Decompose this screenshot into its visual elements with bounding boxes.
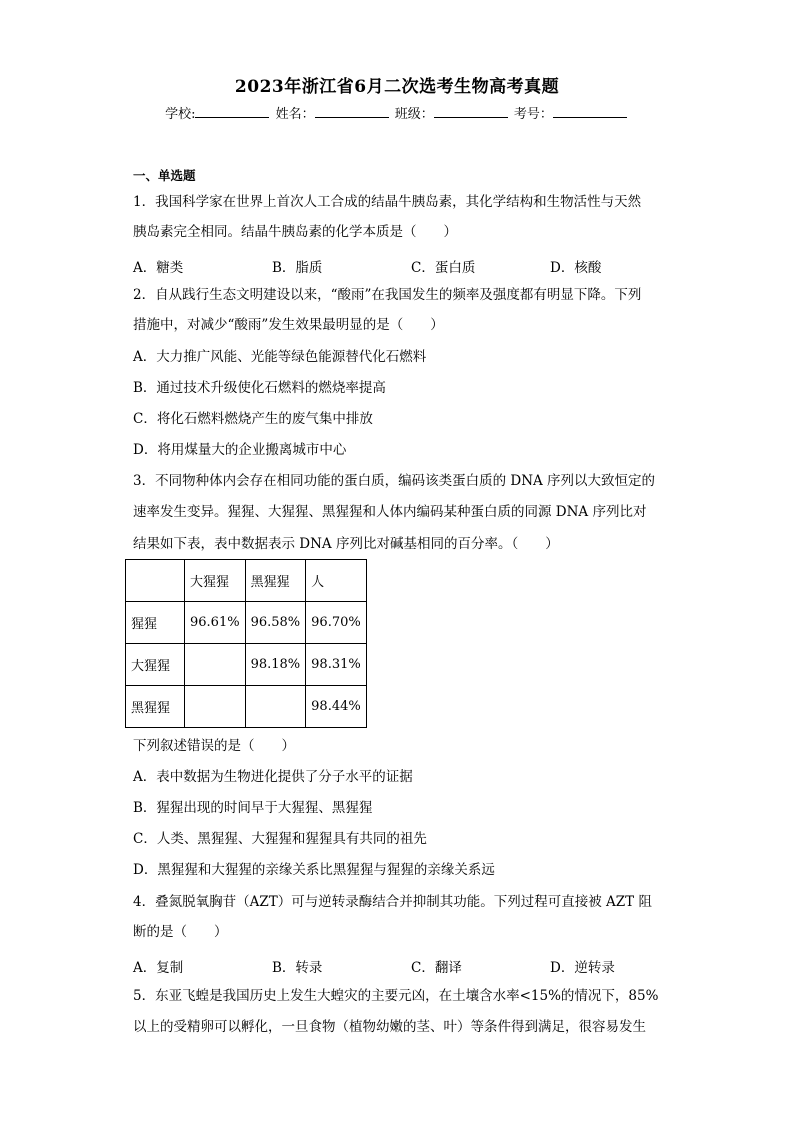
q1-option-c[interactable]: C．蛋白质 — [411, 260, 476, 276]
q3-stem-line-2: 速率发生变异。猩猩、大猩猩、黑猩猩和人体内编码某种蛋白质的同源 DNA 序列比对 — [133, 504, 647, 520]
dna-comparison-table — [125, 559, 367, 728]
class-label: 班级： — [394, 107, 434, 122]
q5-stem-line-2: 以上的受精卵可以孵化，一旦食物（植物幼嫩的茎、叶）等条件得到满足，很容易发生 — [133, 1019, 646, 1035]
q1-option-a[interactable]: A．糖类 — [133, 260, 184, 276]
q1-stem-line-1: 1．我国科学家在世界上首次人工合成的结晶牛胰岛素，其化学结构和生物活性与天然 — [133, 194, 642, 210]
class-blank[interactable] — [434, 105, 508, 118]
q4-option-d[interactable]: D．逆转录 — [550, 960, 615, 976]
q3-option-a[interactable]: A．表中数据为生物进化提供了分子水平的证据 — [133, 769, 413, 785]
table-header-cell: 大猩猩 — [185, 560, 246, 602]
table-cell — [185, 644, 246, 686]
table-row — [126, 686, 367, 728]
name-blank[interactable] — [315, 105, 389, 118]
table-cell: 98.44% — [306, 686, 367, 728]
exam-number-label: 考号： — [513, 107, 553, 122]
q3-prompt: 下列叙述错误的是（ ） — [133, 738, 295, 754]
q2-stem-line-2: 措施中，对减少“酸雨”发生效果最明显的是（ ） — [133, 317, 444, 333]
table-row — [126, 644, 367, 686]
table-row-label: 黑猩猩 — [126, 686, 185, 728]
table-corner-cell — [126, 560, 185, 602]
q1-stem-line-2: 胰岛素完全相同。结晶牛胰岛素的化学本质是（ ） — [133, 224, 457, 240]
q1-option-b[interactable]: B．脂质 — [272, 260, 323, 276]
q2-stem-line-1: 2．自从践行生态文明建设以来，“酸雨”在我国发生的频率及强度都有明显下降。下列 — [133, 287, 642, 303]
q4-option-a[interactable]: A．复制 — [133, 960, 184, 976]
table-cell — [185, 686, 246, 728]
table-cell: 96.61% — [185, 602, 246, 644]
page-title: 2023年浙江省6月二次选考生物高考真题 — [234, 77, 560, 97]
student-info-row — [0, 103, 794, 122]
table-header-cell: 黑猩猩 — [245, 560, 306, 602]
q2-option-b[interactable]: B．通过技术升级使化石燃料的燃烧率提高 — [133, 380, 386, 396]
q4-option-c[interactable]: C．翻译 — [411, 960, 462, 976]
q3-stem-line-1: 3．不同物种体内会存在相同功能的蛋白质，编码该类蛋白质的 DNA 序列以大致恒定的 — [133, 473, 656, 489]
school-label: 学校: — [165, 107, 196, 122]
name-label: 姓名： — [275, 107, 315, 122]
table-row-label: 大猩猩 — [126, 644, 185, 686]
q4-option-b[interactable]: B．转录 — [272, 960, 323, 976]
table-cell: 96.70% — [306, 602, 367, 644]
q4-stem-line-1: 4．叠氮脱氧胸苷（AZT）可与逆转录酶结合并抑制其功能。下列过程可直接被 AZT 阻 — [133, 894, 652, 910]
q3-option-b[interactable]: B．猩猩出现的时间早于大猩猩、黑猩猩 — [133, 800, 373, 816]
q4-options — [133, 956, 689, 976]
table-header-row — [126, 560, 367, 602]
table-row-label: 猩猩 — [126, 602, 185, 644]
q3-option-d[interactable]: D．黑猩猩和大猩猩的亲缘关系比黑猩猩与猩猩的亲缘关系远 — [133, 862, 495, 878]
q2-option-d[interactable]: D．将用煤量大的企业搬离城市中心 — [133, 442, 347, 458]
exam-number-blank[interactable] — [553, 105, 627, 118]
q3-stem-line-3: 结果如下表，表中数据表示 DNA 序列比对碱基相同的百分率。（ ） — [133, 536, 559, 552]
q2-option-a[interactable]: A．大力推广风能、光能等绿色能源替代化石燃料 — [133, 349, 427, 365]
section-heading: 一、单选题 — [133, 168, 196, 183]
table-cell: 98.31% — [306, 644, 367, 686]
table-header-cell: 人 — [306, 560, 367, 602]
q1-option-d[interactable]: D．核酸 — [550, 260, 602, 276]
table-cell — [245, 686, 306, 728]
table-row — [126, 602, 367, 644]
table-cell: 98.18% — [245, 644, 306, 686]
q5-stem-line-1: 5．东亚飞蝗是我国历史上发生大蝗灾的主要元凶，在土壤含水率<15%的情况下，85% — [133, 988, 659, 1004]
q2-option-c[interactable]: C．将化石燃料燃烧产生的废气集中排放 — [133, 411, 373, 427]
q3-option-c[interactable]: C．人类、黑猩猩、大猩猩和猩猩具有共同的祖先 — [133, 831, 427, 847]
q4-stem-line-2: 断的是（ ） — [133, 924, 228, 940]
table-cell: 96.58% — [245, 602, 306, 644]
school-blank[interactable] — [195, 105, 269, 118]
q1-options — [133, 256, 689, 276]
